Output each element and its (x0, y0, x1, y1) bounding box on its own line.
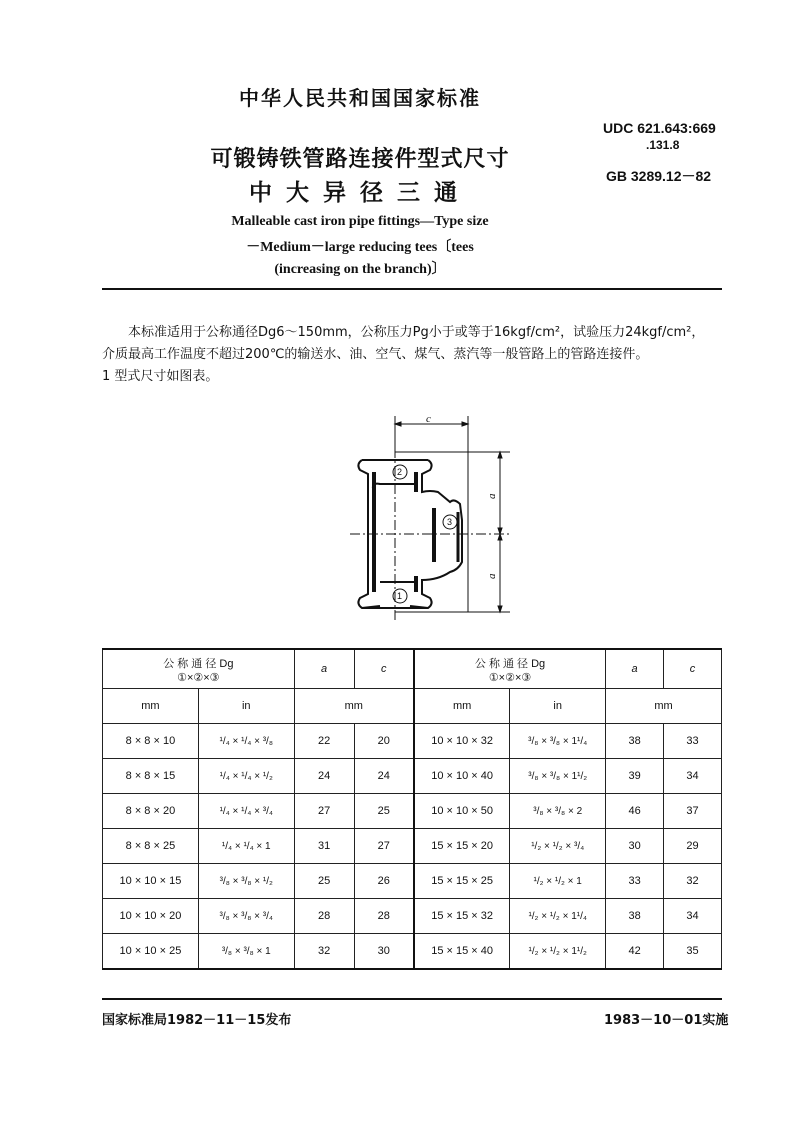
cell-left-c: 26 (354, 864, 414, 899)
header-ports-left: ①×②×③ (177, 671, 220, 684)
table-row (103, 829, 722, 864)
table-row (103, 794, 722, 829)
cell-right-mm: 10 × 10 × 50 (414, 794, 510, 829)
gb-number: GB 3289.12－82 (606, 168, 712, 184)
cell-right-a: 38 (606, 724, 664, 759)
cell-left-mm: 8 × 8 × 25 (103, 829, 199, 864)
cell-right-in: ¹/₂ × ¹/₂ × ³/₄ (510, 829, 606, 864)
section-1-heading: 1 型式尺寸如图表。 (102, 369, 219, 384)
cell-left-in: ³/₈ × ³/₈ × ³/₄ (198, 899, 294, 934)
table-row (103, 864, 722, 899)
cell-left-mm: 8 × 8 × 10 (103, 724, 199, 759)
dimensions-table (102, 648, 722, 970)
cell-left-in: ³/₈ × ³/₈ × ¹/₂ (198, 864, 294, 899)
header-ports-right: ①×②×③ (488, 671, 532, 684)
table-row (103, 724, 722, 759)
cell-right-mm: 10 × 10 × 32 (414, 724, 510, 759)
scope-text (102, 322, 722, 388)
header-a-left: a (294, 649, 354, 689)
dim-a-top-label: a (486, 493, 498, 499)
cell-right-mm: 15 × 15 × 20 (414, 829, 510, 864)
port-2-label: 2 (397, 467, 403, 477)
cell-right-in: ¹/₂ × ¹/₂ × 1 (510, 864, 606, 899)
header-rule (102, 288, 722, 290)
cell-left-a: 32 (294, 934, 354, 970)
document-title-cn: 可锻铸铁管路连接件型式尺寸 (210, 147, 510, 172)
unit-mm-ac-left: mm (294, 689, 414, 724)
cell-right-mm: 15 × 15 × 25 (414, 864, 510, 899)
cell-left-mm: 8 × 8 × 15 (103, 759, 199, 794)
cell-left-in: ¹/₄ × ¹/₄ × ¹/₂ (198, 759, 294, 794)
cell-right-mm: 15 × 15 × 32 (414, 899, 510, 934)
cell-left-mm: 10 × 10 × 25 (103, 934, 199, 970)
effective-date: 1983－10－01实施 (604, 1013, 729, 1028)
cell-left-c: 20 (354, 724, 414, 759)
title-en-line-1: Malleable cast iron pipe fittings—Type size (231, 214, 489, 229)
cell-right-a: 39 (606, 759, 664, 794)
cell-right-in: ¹/₂ × ¹/₂ × 1¹/₄ (510, 899, 606, 934)
header-c-left: c (354, 649, 414, 689)
header-dg-text-left: 公 称 通 径 Dg (163, 657, 234, 670)
cell-left-a: 24 (294, 759, 354, 794)
table-unit-row (103, 689, 722, 724)
document-subtitle-cn: 中大异径三通 (249, 180, 471, 206)
dim-c-label: c (426, 413, 431, 425)
cell-right-a: 42 (606, 934, 664, 970)
port-3-label: 3 (447, 517, 453, 527)
unit-mm-right: mm (414, 689, 510, 724)
header-dg-right (414, 649, 606, 689)
cell-right-a: 33 (606, 864, 664, 899)
cell-right-c: 34 (664, 899, 722, 934)
cell-left-c: 27 (354, 829, 414, 864)
cell-right-a: 38 (606, 899, 664, 934)
cell-right-c: 29 (664, 829, 722, 864)
cell-left-a: 28 (294, 899, 354, 934)
cell-right-c: 35 (664, 934, 722, 970)
cell-right-mm: 10 × 10 × 40 (414, 759, 510, 794)
dim-a-bottom-label: a (486, 573, 498, 579)
reducing-tee-drawing (340, 412, 530, 637)
cell-right-in: ¹/₂ × ¹/₂ × 1¹/₂ (510, 934, 606, 970)
cell-left-c: 24 (354, 759, 414, 794)
footer-rule (102, 998, 722, 1000)
scope-paragraph-2: 介质最高工作温度不超过200℃的输送水、油、空气、煤气、蒸汽等一般管路上的管路连接件。 (102, 347, 649, 362)
cell-right-in: ³/₈ × ³/₈ × 2 (510, 794, 606, 829)
header-dg-text-right: 公 称 通 径 Dg (474, 657, 546, 670)
unit-mm-left: mm (103, 689, 199, 724)
title-en-line-3: (increasing on the branch)〕 (274, 262, 446, 277)
cell-right-in: ³/₈ × ³/₈ × 1¹/₄ (510, 724, 606, 759)
cell-left-mm: 8 × 8 × 20 (103, 794, 199, 829)
unit-in-right: in (510, 689, 606, 724)
cell-right-a: 30 (606, 829, 664, 864)
title-en-line-2: －Medium－large reducing tees〔tees (246, 240, 474, 255)
table-row (103, 899, 722, 934)
table-row (103, 934, 722, 970)
cell-left-c: 28 (354, 899, 414, 934)
header-a-right: a (606, 649, 664, 689)
cell-left-in: ¹/₄ × ¹/₄ × ³/₄ (198, 794, 294, 829)
cell-right-a: 46 (606, 794, 664, 829)
udc-code-continued: .131.8 (646, 138, 680, 152)
table-row (103, 759, 722, 794)
cell-left-in: ¹/₄ × ¹/₄ × 1 (198, 829, 294, 864)
port-1-label: 1 (397, 591, 403, 601)
unit-mm-ac-right: mm (606, 689, 722, 724)
cell-right-mm: 15 × 15 × 40 (414, 934, 510, 970)
unit-in-left: in (198, 689, 294, 724)
cell-left-a: 25 (294, 864, 354, 899)
header-c-right: c (664, 649, 722, 689)
scope-paragraph-1: 本标准适用于公称通径Dg6～150mm，公称压力Pg小于或等于16kgf/cm²，试验压力24kgf/cm²， (128, 325, 705, 340)
cell-left-in: ³/₈ × ³/₈ × 1 (198, 934, 294, 970)
cell-right-in: ³/₈ × ³/₈ × 1¹/₂ (510, 759, 606, 794)
cell-left-mm: 10 × 10 × 15 (103, 864, 199, 899)
udc-code: UDC 621.643:669 (603, 120, 716, 136)
table-header-row (103, 649, 722, 689)
cell-right-c: 33 (664, 724, 722, 759)
cell-right-c: 37 (664, 794, 722, 829)
header-dg-left (103, 649, 295, 689)
issue-date: 国家标准局1982－11－15发布 (102, 1013, 292, 1028)
cell-right-c: 32 (664, 864, 722, 899)
cell-left-c: 25 (354, 794, 414, 829)
cell-left-mm: 10 × 10 × 20 (103, 899, 199, 934)
cell-left-a: 22 (294, 724, 354, 759)
cell-left-c: 30 (354, 934, 414, 970)
cell-right-c: 34 (664, 759, 722, 794)
cell-left-a: 31 (294, 829, 354, 864)
national-standard-heading: 中华人民共和国国家标准 (239, 86, 481, 110)
cell-left-a: 27 (294, 794, 354, 829)
cell-left-in: ¹/₄ × ¹/₄ × ³/₈ (198, 724, 294, 759)
